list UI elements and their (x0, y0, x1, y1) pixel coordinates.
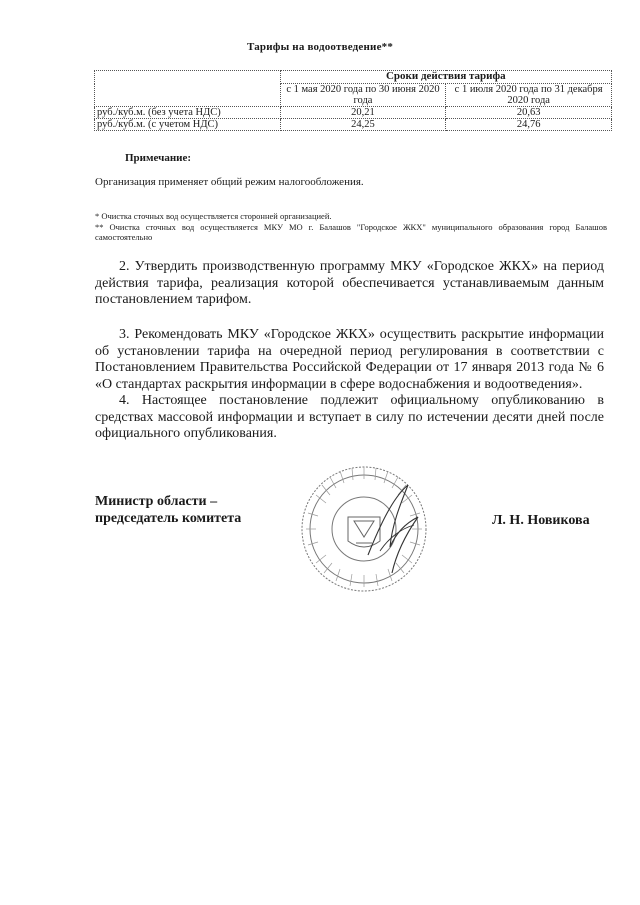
table-col-header-period-2: с 1 июля 2020 года по 31 декабря 2020 года (446, 84, 612, 107)
table-row (95, 107, 612, 119)
note-heading: Примечание: (125, 152, 192, 164)
table-col-header-period-1: с 1 мая 2020 года по 30 июня 2020 года (280, 84, 446, 107)
row-value: 24,25 (280, 119, 446, 131)
row-value: 20,63 (446, 107, 612, 119)
signer-title-line-1: Министр области – (95, 494, 218, 509)
table-corner-cell (95, 71, 281, 107)
paragraph-3: 3. Рекомендовать МКУ «Городское ЖКХ» осуществить раскрытие информации об установлении тарифа на очередной период регулирования в соответствии с Постановлением Правительства Российской Федерации от 17 января 2013 года № 6 «О стандартах раскрытия информации в сфере водоснабжения и водоотведения». (95, 327, 604, 392)
table-row (95, 119, 612, 131)
row-value: 24,76 (446, 119, 612, 131)
table-title: Тарифы на водоотведение** (246, 41, 394, 53)
tariff-table (94, 70, 612, 131)
note-text: Организация применяет общий режим налогообложения. (95, 176, 364, 188)
signer-title-line-2: председатель комитета (95, 510, 242, 526)
row-label: руб./куб.м. (без учета НДС) (95, 107, 281, 119)
signer-name: Л. Н. Новикова (492, 513, 590, 528)
signer-title (95, 494, 241, 528)
paragraph-4: 4. Настоящее постановление подлежит официальному опубликованию в средствах массовой информации и вступает в силу по истечении десяти дней после официального опубликования. (95, 393, 604, 442)
table-group-header: Сроки действия тарифа (280, 71, 611, 84)
footnote-2: ** Очистка сточных вод осуществляется МКУ МО г. Балашов "Городское ЖКХ" муниципального образования город Балашов самостоятельно (95, 222, 607, 243)
paragraph-2: 2. Утвердить производственную программу МКУ «Городское ЖКХ» на период действия тарифа, реализация которой обеспечивается устанавливаемым данным постановлением тарифом. (95, 259, 604, 308)
official-seal-image (296, 455, 436, 600)
row-label: руб./куб.м. (с учетом НДС) (95, 119, 281, 131)
footnote-1: * Очистка сточных вод осуществляется сторонней организацией. (95, 211, 332, 221)
row-value: 20,21 (280, 107, 446, 119)
